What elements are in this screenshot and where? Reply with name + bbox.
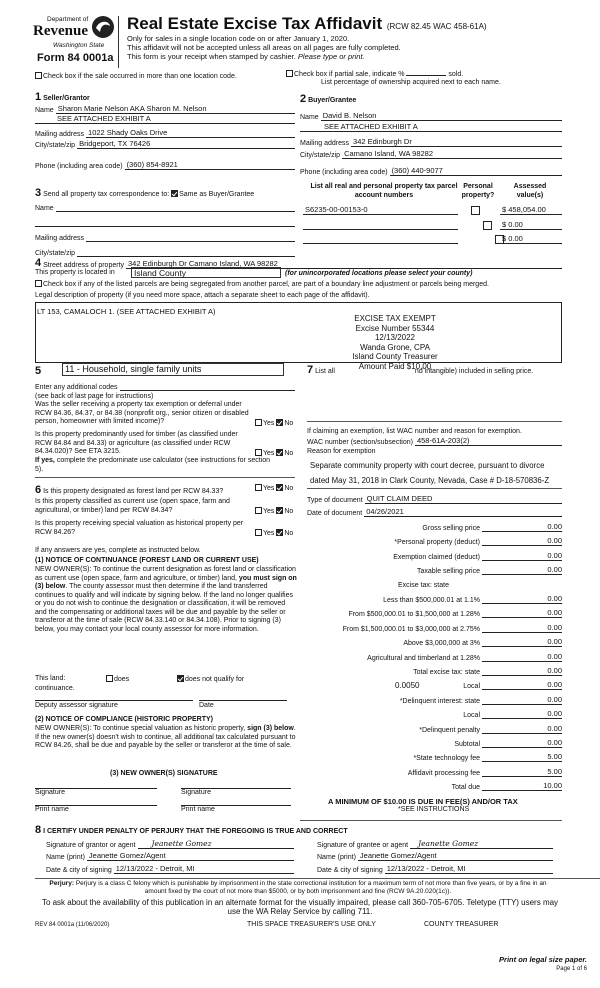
checkbox[interactable] xyxy=(286,70,293,77)
t2: you must sign on (3) below xyxy=(35,574,297,590)
buyer-name2-field[interactable]: SEE ATTACHED EXHIBIT A xyxy=(300,122,562,132)
parcel-number-field[interactable]: S6235-00-00153-0 xyxy=(303,205,458,215)
section-7-text xyxy=(307,361,534,376)
exemption-label: If claiming an exemption, list WAC number and reason for exemption. xyxy=(307,428,522,435)
label: does not qualify for continuance. xyxy=(35,676,245,692)
value[interactable]: Jeanette Gomez/Agent xyxy=(358,851,553,861)
land-label: This land: xyxy=(35,675,66,682)
owner-print-1[interactable] xyxy=(35,805,157,813)
does-not-check[interactable] xyxy=(35,675,285,693)
fee-label: Total excise tax: state xyxy=(413,669,480,676)
value[interactable]: 04/26/2021 xyxy=(364,507,562,517)
label: does xyxy=(114,676,130,683)
partial-note: List percentage of ownership acquired next to each name. xyxy=(321,79,501,86)
section-num: 4 xyxy=(35,257,42,269)
fee-row[interactable] xyxy=(300,752,562,762)
legal-description-box[interactable] xyxy=(35,302,562,363)
parcel-number-field[interactable] xyxy=(303,234,458,244)
fee-row[interactable] xyxy=(300,680,562,690)
owner-signature-1[interactable] xyxy=(35,788,157,796)
no: No xyxy=(284,450,294,457)
value[interactable]: Sharon Marie Nelson AKA Sharon M. Nelson xyxy=(56,104,295,114)
fee-row[interactable] xyxy=(300,594,562,604)
fee-row[interactable] xyxy=(300,623,562,633)
grantee-print-name[interactable] xyxy=(317,851,553,861)
header-line2: This affidavit will not be accepted unless all areas on all pages are fully completed. xyxy=(127,43,401,52)
street-field[interactable] xyxy=(35,257,562,269)
value[interactable]: Jeanette Gomez xyxy=(138,839,294,849)
value[interactable]: Bridgeport, TX 76426 xyxy=(77,139,295,149)
fee-label: Agricultural and timberland at 1.28% xyxy=(367,654,480,662)
deputy-date-line[interactable] xyxy=(199,700,287,709)
seller-name-field[interactable] xyxy=(35,104,295,114)
segregate-check[interactable] xyxy=(35,280,489,288)
fee-value[interactable]: 0.00 xyxy=(482,522,562,532)
perjury-text: Perjury is a class C felony which is punishable by imprisonment in the state correctional institution for a maximum term of not more than five years, or by a fine in an amount fixed by the court of not more than $5000, or by both imprisonment and fine (RCW 9A.20.020(1c)). xyxy=(75,880,547,895)
yes: Yes xyxy=(263,485,275,492)
owner-signature-2[interactable] xyxy=(181,788,291,796)
reason-line1[interactable]: Separate community property with court decree, pursuant to divorce xyxy=(310,461,545,470)
parcel-header: List all real and personal property tax parcel account numbers xyxy=(310,183,458,199)
page-number: Page 1 of 6 xyxy=(556,966,587,972)
notice-3-title: (3) NEW OWNER(S) SIGNATURE xyxy=(110,770,218,777)
fee-label: Less than $500,000.01 at 1.1% xyxy=(383,597,480,604)
notice-2-title: (2) NOTICE OF COMPLIANCE (HISTORIC PROPERTY) xyxy=(35,716,213,723)
perjury-bold: Perjury: xyxy=(49,880,74,887)
seller-city-field[interactable] xyxy=(35,139,295,149)
yes: Yes xyxy=(263,508,275,515)
fee-row[interactable] xyxy=(300,536,562,546)
located-label: This property is located in xyxy=(35,269,115,276)
q-current-use: Is this property classified as current use (open space, farm and agricultural, or timber) land per RCW 84.34? xyxy=(35,498,230,514)
fee-row[interactable] xyxy=(300,767,562,777)
label: Name (print) xyxy=(317,854,356,861)
personal-property-checkbox[interactable] xyxy=(483,221,492,230)
label: Phone (including area code) xyxy=(35,163,123,170)
corr-name-field[interactable] xyxy=(35,203,295,212)
notice-2-text xyxy=(35,725,297,751)
label: WAC number (section/subsection) xyxy=(307,439,413,446)
same-label: Same as Buyer/Grantee xyxy=(179,191,255,198)
no: No xyxy=(284,530,294,537)
fee-label: *Delinquent penalty xyxy=(419,726,480,734)
land-use-code-select[interactable]: 11 - Household, single family units xyxy=(62,363,284,376)
note: complete the predominate use calculator (see instructions for section 5). xyxy=(35,457,271,473)
value[interactable] xyxy=(86,233,295,242)
label: Mailing address xyxy=(300,140,350,147)
grantor-date-city[interactable] xyxy=(46,864,294,874)
value[interactable]: Jeanette Gomez/Agent xyxy=(87,851,294,861)
fee-value[interactable]: 0.00 xyxy=(482,637,562,647)
q-historic: Is this property receiving special valuation as historical property per RCW 84.26? xyxy=(35,520,244,536)
fee-row[interactable] xyxy=(300,522,562,532)
seller-mail-field[interactable] xyxy=(35,128,295,138)
divider xyxy=(35,477,295,478)
local-rate: 0.0050 xyxy=(395,681,420,691)
label: Date xyxy=(199,702,214,709)
q-forest-answer[interactable] xyxy=(255,484,293,492)
no: No xyxy=(284,420,294,427)
deputy-signature-line[interactable] xyxy=(35,700,193,709)
logo-state: Washington State xyxy=(53,42,105,49)
label: Signature xyxy=(35,789,65,796)
divider xyxy=(307,488,562,489)
yes: Yes xyxy=(263,450,275,457)
fee-row[interactable] xyxy=(300,551,562,561)
value[interactable]: (360) 440-9077 xyxy=(390,166,562,176)
label: Name (print) xyxy=(46,854,85,861)
corr-name2-field[interactable] xyxy=(35,217,295,227)
t3: . If the new owner(s) doesn't wish to continue, all additional tax calculated pursuant to RCW 84.26, shall be due and payable by the seller or transferor at the time of sale. xyxy=(35,725,296,749)
fee-value[interactable]: 5.00 xyxy=(482,752,562,762)
label: City/state/zip xyxy=(35,142,76,149)
buyer-heading xyxy=(300,93,356,105)
fee-value[interactable]: 0.00 xyxy=(482,565,562,575)
section-num: 6 xyxy=(35,484,42,496)
stamp-line: Wanda Grone, CPA xyxy=(360,342,430,352)
label: Signature xyxy=(181,789,211,796)
fee-row[interactable] xyxy=(300,738,562,748)
value[interactable]: 342 Edinburgh Dr Camano Island, WA 98282 xyxy=(126,259,562,269)
t2: nd intangible) included in selling price. xyxy=(414,368,534,375)
header-line3 xyxy=(127,52,365,61)
buyer-city-field[interactable] xyxy=(300,149,562,159)
section-num: 2 xyxy=(300,93,307,105)
reason-line2[interactable]: dated May 31, 2018 in Clark County, Nevada, Case # D-18-570836-Z xyxy=(310,476,550,485)
assessed-value-field[interactable]: $ 458,054.00 xyxy=(500,205,562,215)
label: Name xyxy=(300,114,319,121)
fee-label: Affidavit processing fee xyxy=(407,769,480,777)
t3: . The county assessor must then determine if the land transferred continues to qualify and will indicate by signing below. If the land no longer qualifies or you do not wish to continue the designation or classification, it will be removed and the compensating or additional taxes will be due and payable by the seller or transferor at the time of sale (RCW 84.33.140 or 84.34.108). Prior to signing (3) below, you may contact your local county assessor for more information. xyxy=(35,583,293,633)
legal-text: LT 153, CAMALOCH 1. (SEE ATTACHED EXHIBIT A) xyxy=(37,307,216,316)
logo-swoosh-icon xyxy=(91,14,115,40)
county-note: (for unincorporated locations please select your county) xyxy=(285,270,473,277)
page-title xyxy=(127,14,487,34)
owner-print-2[interactable] xyxy=(181,805,291,813)
fee-value[interactable]: 0.00 xyxy=(482,594,562,604)
label: Street address of property xyxy=(43,262,125,269)
notice-1-text xyxy=(35,566,297,634)
label: Date & city of signing xyxy=(46,867,112,874)
multi-location-check[interactable] xyxy=(35,72,237,80)
value[interactable]: 12/13/2022 - Detroit, MI xyxy=(385,864,553,874)
fee-value[interactable]: 0.00 xyxy=(482,608,562,618)
wac-field[interactable] xyxy=(307,436,562,446)
t1: List all xyxy=(315,368,335,375)
value[interactable]: David B. Nelson xyxy=(321,111,562,121)
county-select[interactable]: Island County xyxy=(131,267,281,278)
fee-value[interactable]: 0.00 xyxy=(482,709,562,719)
partial-sale-check[interactable] xyxy=(286,70,463,78)
fee-section-label: Excise tax: state xyxy=(398,581,449,589)
certify-heading xyxy=(35,824,348,836)
label: Check box if any of the listed parcels are being segregated from another parcel, are part of a boundary line adjustment or parcels being merged. xyxy=(43,281,489,288)
label: Mailing address xyxy=(35,131,85,138)
fee-value[interactable]: 0.00 xyxy=(482,623,562,633)
additional-codes-field[interactable] xyxy=(35,382,295,391)
logo-revenue: Revenue xyxy=(33,23,88,39)
timber-note xyxy=(35,457,280,474)
value[interactable]: Camano Island, WA 98282 xyxy=(342,149,562,159)
fee-value[interactable]: 0.00 xyxy=(482,724,562,734)
reason-label: Reason for exemption xyxy=(307,448,376,455)
value[interactable]: 342 Edinburgh Dr xyxy=(351,137,562,147)
value[interactable]: QUIT CLAIM DEED xyxy=(365,494,562,504)
label: Deputy assessor signature xyxy=(35,702,118,709)
same-as-buyer-checkbox[interactable] xyxy=(171,190,178,197)
label: Check box if the sale occurred in more than one location code. xyxy=(43,73,237,80)
alt-format-notice: To ask about the availability of this publication in an alternate format for the visually impaired, please call 360-705-6705. Teletype (TTY) users may use the WA Relay Service by calling 711. xyxy=(41,898,559,916)
q-timber-answer[interactable] xyxy=(255,449,293,457)
stamp-line: EXCISE TAX EXEMPT xyxy=(354,314,436,323)
divider xyxy=(307,421,562,422)
label: Mailing address xyxy=(35,235,85,242)
fee-label: From $500,000.01 to $1,500,000 at 1.28% xyxy=(348,611,480,619)
label: Enter any additional codes xyxy=(35,384,118,391)
label: Date & city of signing xyxy=(317,867,383,874)
assessed-header: Assessed value(s) xyxy=(513,183,547,199)
stamp-line: Amount Paid $10.00 xyxy=(358,361,432,371)
corr-city-field[interactable] xyxy=(35,248,295,257)
label: City/state/zip xyxy=(300,152,341,159)
fee-row[interactable] xyxy=(300,781,562,791)
label: Phone (including area code) xyxy=(300,169,388,176)
fee-value[interactable]: 5.00 xyxy=(482,767,562,777)
fee-label: Above $3,000,000 at 3% xyxy=(403,640,480,648)
section-5-num: 5 xyxy=(35,365,42,377)
buyer-name-field[interactable] xyxy=(300,111,562,121)
seller-name2-field[interactable]: SEE ATTACHED EXHIBIT A xyxy=(35,114,295,124)
fee-minimum-note: A MINIMUM OF $10.00 IS DUE IN FEE(S) AND/OR TAX xyxy=(328,797,518,806)
fee-label: Local xyxy=(463,683,480,691)
personal-property-checkbox[interactable] xyxy=(471,206,480,215)
value[interactable]: (360) 854-8921 xyxy=(125,160,295,170)
legal-paper-note: Print on legal size paper. xyxy=(499,955,587,964)
t1: NEW OWNER(S): To continue special valuation as historic property, xyxy=(35,725,246,732)
label: Print name xyxy=(35,806,69,813)
fee-value[interactable]: 0.00 xyxy=(482,680,562,690)
yes: Yes xyxy=(263,530,275,537)
parcel-number-field[interactable] xyxy=(303,220,458,230)
stamp-line: Excise Number 55344 xyxy=(355,323,435,333)
county-treasurer: COUNTY TREASURER xyxy=(424,921,499,928)
legal-label: Legal description of property (if you need more space, attach a separate sheet to each page of the affidavit). xyxy=(35,292,370,299)
divider xyxy=(35,878,600,879)
t1: NEW OWNER(S): To continue the current designation as forest land or classification as current use (open space, farm and agriculture, or timber) land, xyxy=(35,566,296,582)
yes: Yes xyxy=(263,420,275,427)
value[interactable]: 12/13/2022 - Detroit, MI xyxy=(114,864,294,874)
fee-value[interactable]: 0.00 xyxy=(482,536,562,546)
fee-row[interactable] xyxy=(300,709,562,719)
partial-percent-input[interactable] xyxy=(406,75,446,76)
q-exemption: Was the seller receiving a property tax exemption or deferral under RCW 84.36, 84.37, or 84.38 (nonprofit org., senior citizen or disabled person, homeowner with limited income)? xyxy=(35,401,249,425)
fee-value[interactable]: 0.00 xyxy=(482,551,562,561)
fee-value[interactable]: 0.00 xyxy=(482,738,562,748)
value[interactable]: 1022 Shady Oaks Drive xyxy=(86,128,295,138)
codes-note: (see back of last page for instructions) xyxy=(35,393,154,400)
label: Check box if partial sale, indicate % xyxy=(294,71,405,78)
label: Date of document xyxy=(307,510,363,517)
line3-text: This form is your receipt when stamped by cashier. xyxy=(127,52,296,61)
title-rcw: (RCW 82.45 WAC 458-61A) xyxy=(386,22,487,31)
no: No xyxy=(284,485,294,492)
fee-label: *State technology fee xyxy=(413,755,480,763)
q-current-use-answer[interactable] xyxy=(255,507,293,515)
divider xyxy=(300,820,562,821)
section-num: 7 xyxy=(307,364,314,376)
value[interactable] xyxy=(120,382,296,391)
if-yes-note: If any answers are yes, complete as instructed below. xyxy=(35,547,201,554)
label: Is this property designated as forest land per RCW 84.33? xyxy=(43,488,224,495)
value[interactable] xyxy=(77,248,295,257)
fee-label: Local xyxy=(463,712,480,720)
q-exemption-answer[interactable] xyxy=(255,419,293,427)
buyer-phone-field[interactable] xyxy=(300,166,562,176)
heading: Buyer/Grantee xyxy=(308,97,357,104)
personal-header: Personal property? xyxy=(461,183,495,199)
perjury-notice xyxy=(38,880,558,895)
label: Send all property tax correspondence to: xyxy=(43,191,170,198)
fee-value[interactable]: 10.00 xyxy=(482,781,562,791)
grantee-date-city[interactable] xyxy=(317,864,553,874)
line3-italic: Please type or print. xyxy=(297,52,365,61)
t2: sign (3) below xyxy=(247,725,294,732)
label: Signature of grantee or agent xyxy=(317,842,409,849)
label: Type of document xyxy=(307,497,363,504)
fee-row[interactable] xyxy=(300,565,562,575)
fee-row[interactable] xyxy=(300,637,562,647)
value[interactable]: 458-61A-203(2) xyxy=(415,436,562,446)
if-yes: If yes, xyxy=(35,457,55,464)
label: City/state/zip xyxy=(35,250,76,257)
doc-type-field[interactable] xyxy=(307,494,562,504)
fee-label: Total due xyxy=(451,784,480,792)
assessed-value-field[interactable]: $ 0.00 xyxy=(500,234,562,244)
no: No xyxy=(284,508,294,515)
corr-mail-field[interactable] xyxy=(35,233,295,242)
heading: Seller/Grantor xyxy=(43,95,90,102)
fee-label: Exemption claimed (deduct) xyxy=(393,553,480,561)
form-number: Form 84 0001a xyxy=(37,52,114,64)
notice-1-title: (1) NOTICE OF CONTINUANCE (FOREST LAND OR CURRENT USE) xyxy=(35,557,259,564)
checkbox[interactable] xyxy=(35,72,42,79)
treasurer-use: THIS SPACE TREASURER'S USE ONLY xyxy=(247,921,376,928)
fee-see-instructions: *SEE INSTRUCTIONS xyxy=(398,806,470,813)
doc-date-field[interactable] xyxy=(307,507,562,517)
fee-value[interactable]: 0.00 xyxy=(482,695,562,705)
q-timber: Is this property predominantly used for timber (as classified under RCW 84.84 and 84.33) or agriculture (as classified under RCW 84.34.020)? See ETA 3215. xyxy=(35,431,238,455)
title: I CERTIFY UNDER PENALTY OF PERJURY THAT THE FOREGOING IS TRUE AND CORRECT xyxy=(43,828,348,835)
q-historic-answer[interactable] xyxy=(255,529,293,537)
correspondence-heading xyxy=(35,187,254,199)
section-num: 3 xyxy=(35,187,42,199)
grantor-signature[interactable] xyxy=(46,839,294,849)
value[interactable]: Jeanette Gomez xyxy=(410,839,553,849)
seller-heading xyxy=(35,91,90,103)
grantee-signature[interactable] xyxy=(317,839,553,849)
fee-label: *Delinquent interest: state xyxy=(399,697,480,705)
fee-row[interactable] xyxy=(300,666,562,676)
fee-label: From $1,500,000.01 to $3,000,000 at 2.75% xyxy=(342,625,480,633)
rev-number: REV 84 0001a (11/06/2020) xyxy=(35,922,110,928)
q-forest xyxy=(35,484,223,496)
seller-phone-field[interactable] xyxy=(35,160,295,170)
assessed-value-field[interactable]: $ 0.00 xyxy=(500,220,562,230)
fee-label: Subtotal xyxy=(454,741,480,748)
label: Name xyxy=(35,107,54,114)
fee-value[interactable]: 0.00 xyxy=(482,666,562,676)
logo-dept: Department of xyxy=(47,16,89,23)
fee-label: Taxable selling price xyxy=(416,568,480,576)
sold-label: sold. xyxy=(448,71,464,78)
header-line1: Only for sales in a single location code on or after January 1, 2020. xyxy=(127,34,350,43)
section-num: 8 xyxy=(35,824,42,836)
stamp-line: Island County Treasurer xyxy=(325,352,465,362)
label: Signature of grantor or agent xyxy=(46,842,136,849)
buyer-mail-field[interactable] xyxy=(300,137,562,147)
label: Name xyxy=(35,205,54,212)
fee-label: Gross selling price xyxy=(422,525,480,532)
fee-row[interactable] xyxy=(300,695,562,705)
checkbox[interactable] xyxy=(35,280,42,287)
fee-row[interactable] xyxy=(300,608,562,618)
stamp-line: 12/13/2022 xyxy=(374,333,416,342)
fee-label: *Personal property (deduct) xyxy=(394,539,480,547)
grantor-print-name[interactable] xyxy=(46,851,294,861)
exempt-stamp xyxy=(325,314,465,371)
section-num: 1 xyxy=(35,91,42,103)
fee-row[interactable] xyxy=(300,652,562,662)
fee-value[interactable]: 0.00 xyxy=(482,652,562,662)
title-text: Real Estate Excise Tax Affidavit xyxy=(127,14,383,33)
fee-row[interactable] xyxy=(300,724,562,734)
label: Print name xyxy=(181,806,215,813)
value[interactable] xyxy=(56,203,295,212)
header-divider xyxy=(118,16,119,68)
